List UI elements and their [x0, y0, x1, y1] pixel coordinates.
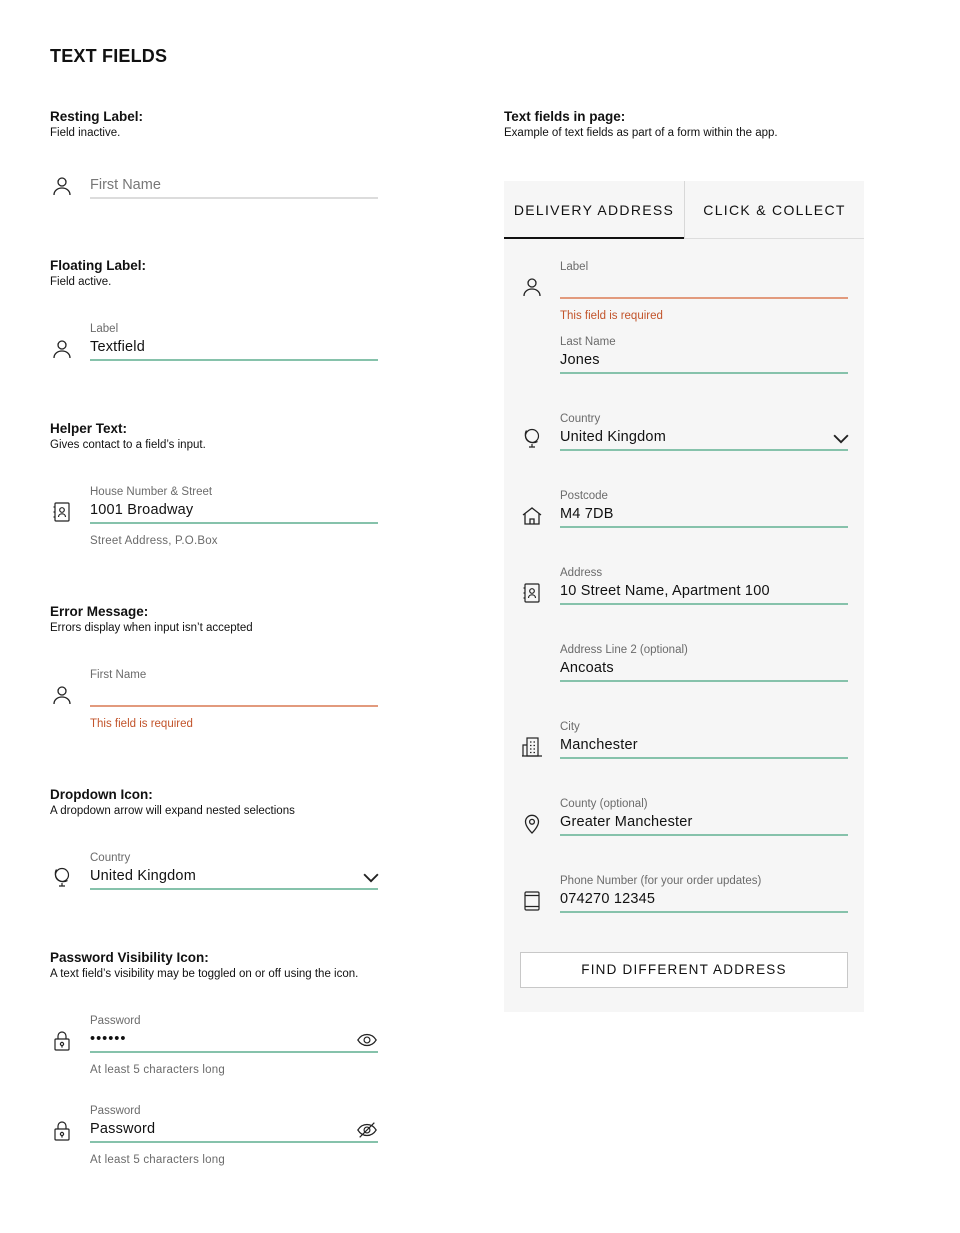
- field-underline: [90, 522, 378, 524]
- field-label: First Name: [90, 669, 147, 681]
- address-field[interactable]: [560, 566, 848, 605]
- field-underline: [90, 197, 378, 199]
- field-underline: [560, 526, 848, 528]
- first-name-field-error[interactable]: [90, 668, 378, 730]
- tab-bar: [504, 181, 864, 239]
- section-error: [50, 604, 253, 634]
- field-label: Postcode: [560, 490, 608, 502]
- field-underline: [90, 1051, 378, 1053]
- name-field[interactable]: [560, 260, 848, 322]
- error-message: This field is required: [560, 310, 663, 322]
- field-label: Password: [90, 1015, 141, 1027]
- section-dropdown: [50, 787, 295, 817]
- person-icon: [50, 174, 74, 198]
- chevron-down-icon[interactable]: [830, 427, 846, 443]
- field-value: United Kingdom: [90, 868, 196, 884]
- field-value: 10 Street Name, Apartment 100: [560, 583, 770, 599]
- page-title: TEXT FIELDS: [50, 46, 168, 66]
- field-underline-error: [90, 705, 378, 707]
- field-underline-error: [560, 297, 848, 299]
- section-page-example: [504, 109, 778, 139]
- field-underline: [560, 911, 848, 913]
- postcode-field[interactable]: [560, 489, 848, 528]
- section-description: Errors display when input isn’t accepted: [50, 622, 253, 634]
- section-title: Resting Label:: [50, 109, 144, 124]
- field-label: Country: [90, 852, 131, 864]
- field-label: Country: [560, 413, 601, 425]
- textfield-floating[interactable]: [90, 322, 378, 361]
- field-value: Password: [90, 1121, 156, 1137]
- person-icon: [50, 337, 74, 361]
- field-value: [90, 683, 378, 703]
- section-title: Password Visibility Icon:: [50, 950, 209, 965]
- first-name-placeholder: First Name: [90, 177, 161, 193]
- helper-text: At least 5 characters long: [90, 1154, 225, 1166]
- lock-icon: [50, 1119, 74, 1143]
- lock-icon: [50, 1029, 74, 1053]
- field-label: Address: [560, 567, 603, 579]
- section-password: [50, 950, 358, 980]
- field-value: ••••••: [90, 1031, 127, 1047]
- field-underline: [560, 603, 848, 605]
- field-label: County (optional): [560, 798, 648, 810]
- person-icon: [50, 683, 74, 707]
- field-label: Label: [90, 323, 119, 335]
- field-underline: [560, 834, 848, 836]
- field-underline: [90, 359, 378, 361]
- section-helper: [50, 421, 206, 451]
- section-description: A text field’s visibility may be toggled on or off using the icon.: [50, 968, 359, 980]
- field-underline: [90, 1141, 378, 1143]
- field-underline: [90, 888, 378, 890]
- field-label: Password: [90, 1105, 141, 1117]
- field-value: [560, 275, 848, 295]
- address-line-2-field[interactable]: [560, 643, 848, 682]
- address-card-icon: [520, 581, 544, 605]
- section-description: Example of text fields as part of a form within the app.: [504, 127, 778, 139]
- field-underline: [560, 757, 848, 759]
- section-title: Error Message:: [50, 604, 149, 619]
- home-icon: [520, 504, 544, 528]
- error-message: This field is required: [90, 718, 193, 730]
- section-description: Gives contact to a field’s input.: [50, 439, 206, 451]
- section-description: Field inactive.: [50, 127, 121, 139]
- field-value: Ancoats: [560, 660, 614, 676]
- city-field[interactable]: [560, 720, 848, 759]
- field-value: Greater Manchester: [560, 814, 693, 830]
- field-underline: [560, 680, 848, 682]
- tab-delivery-address[interactable]: DELIVERY ADDRESS: [504, 181, 684, 239]
- tab-click-collect[interactable]: CLICK & COLLECT: [685, 181, 864, 239]
- field-label: Phone Number (for your order updates): [560, 875, 762, 887]
- section-description: Field active.: [50, 276, 112, 288]
- section-resting: [50, 109, 143, 139]
- section-title: Dropdown Icon:: [50, 787, 153, 802]
- phone-icon: [520, 889, 544, 913]
- field-value: Textfield: [90, 339, 145, 355]
- globe-icon: [50, 865, 74, 889]
- delivery-form-panel: [504, 181, 864, 1012]
- find-different-address-button[interactable]: FIND DIFFERENT ADDRESS: [520, 952, 848, 988]
- field-value: 1001 Broadway: [90, 502, 194, 518]
- section-floating: [50, 258, 146, 288]
- field-label: House Number & Street: [90, 486, 213, 498]
- field-value: Jones: [560, 352, 600, 368]
- globe-icon: [520, 426, 544, 450]
- phone-number-field[interactable]: [560, 874, 848, 913]
- location-pin-icon: [520, 812, 544, 836]
- helper-text: At least 5 characters long: [90, 1064, 225, 1076]
- section-description: A dropdown arrow will expand nested selections: [50, 805, 295, 817]
- person-icon: [520, 275, 544, 299]
- field-label: Label: [560, 261, 589, 273]
- field-value: M4 7DB: [560, 506, 614, 522]
- field-value: 074270 12345: [560, 891, 656, 907]
- house-street-field[interactable]: [90, 485, 378, 547]
- section-title: Floating Label:: [50, 258, 146, 273]
- chevron-down-icon[interactable]: [360, 866, 376, 882]
- field-label: Last Name: [560, 336, 616, 348]
- field-value: Manchester: [560, 737, 638, 753]
- last-name-field[interactable]: [560, 335, 848, 374]
- field-label: Address Line 2 (optional): [560, 644, 688, 656]
- eye-off-icon[interactable]: [356, 1119, 378, 1141]
- building-icon: [520, 735, 544, 759]
- field-underline: [560, 372, 848, 374]
- first-name-field-resting[interactable]: [90, 175, 378, 199]
- password-field-hidden[interactable]: [90, 1014, 378, 1076]
- address-card-icon: [50, 500, 74, 524]
- password-field-visible[interactable]: [90, 1104, 378, 1166]
- eye-icon[interactable]: [356, 1029, 378, 1051]
- field-label: City: [560, 721, 580, 733]
- section-title: Helper Text:: [50, 421, 128, 436]
- field-value: United Kingdom: [560, 429, 666, 445]
- helper-text: Street Address, P.O.Box: [90, 535, 218, 547]
- country-dropdown[interactable]: [560, 412, 848, 451]
- country-dropdown[interactable]: [90, 851, 378, 890]
- section-title: Text fields in page:: [504, 109, 626, 124]
- field-underline: [560, 449, 848, 451]
- county-field[interactable]: [560, 797, 848, 836]
